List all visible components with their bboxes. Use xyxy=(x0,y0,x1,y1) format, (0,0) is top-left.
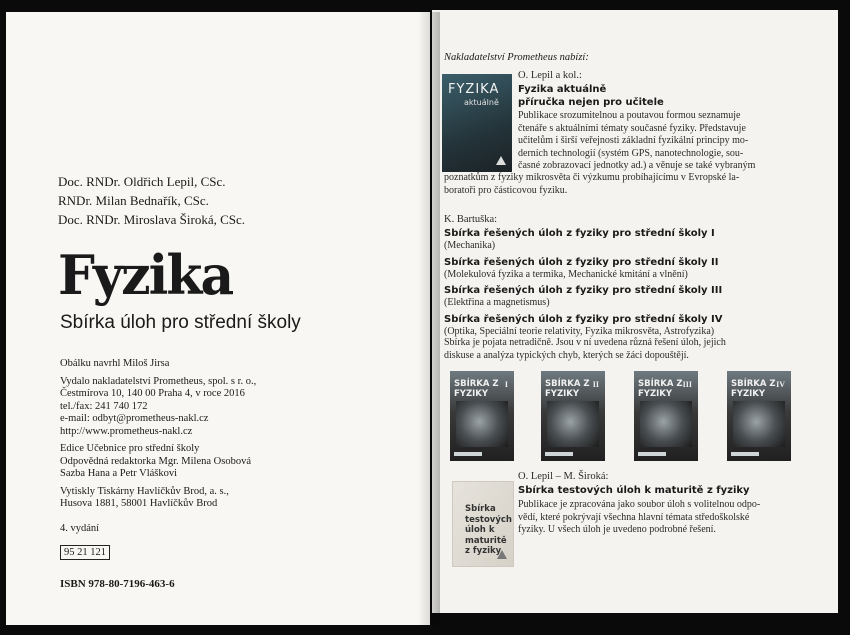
series-volume-subtitle: (Mechanika) xyxy=(444,240,496,251)
author: Doc. RNDr. Oldřich Lepil, CSc. xyxy=(58,174,226,189)
book1-description: Publikace srozumitelnou a poutavou formou seznamuje čtenáře s aktuálními tématy současné fyziky. Představuje učitelům i širší veřejnosti základní fyzikální principy mo- derních technologií (systém GPS, nanotechnologie, sou- časné zobrazovací jednotky ad.) a věnuje se také vybraným xyxy=(518,110,756,171)
book-gutter xyxy=(418,12,440,625)
book1-description-cont: poznatkům z fyziky mikrosvěta či výzkumu probíhajícímu v Evropské la- boratoři pro částicovou fyziku. xyxy=(444,172,740,196)
edition-number: 4. vydání xyxy=(60,522,100,534)
series-volume-title: Sbírka řešených úloh z fyziky pro střední školy IV xyxy=(444,313,723,325)
edition-line: Edice Učebnice pro střední školy xyxy=(60,443,200,454)
printer-line: Vytiskly Tiskárny Havlíčkův Brod, a. s., xyxy=(60,485,229,497)
book-cover-sbirka-3: SBÍRKA Z FYZIKY III xyxy=(634,371,698,461)
series-volume-subtitle: (Elektřina a magnetismus) xyxy=(444,297,550,308)
book-cover-sbirka-2: SBÍRKA Z FYZIKY II xyxy=(541,371,605,461)
book1-subtitle: příručka nejen pro učitele xyxy=(518,97,664,108)
edition-line: Sazba Hana a Petr Vláškovi xyxy=(60,468,178,479)
series-volume-subtitle: (Optika, Speciální teorie relativity, Fyzika mikrosvěta, Astrofyzika) xyxy=(444,325,715,337)
isbn: ISBN 978-80-7196-463-6 xyxy=(60,578,175,590)
series-volume-subtitle: (Molekulová fyzika a termika, Mechanické kmitání a vlnění) xyxy=(444,268,688,280)
book-subtitle: Sbírka úloh pro střední školy xyxy=(60,312,301,333)
publisher-logo-icon xyxy=(497,550,507,559)
book-cover-maturita: Sbírka testových úloh k maturitě z fyziky xyxy=(452,481,514,567)
publisher-line: http://www.prometheus-nakl.cz xyxy=(60,425,193,437)
book3-title: Sbírka testových úloh k maturitě z fyziky xyxy=(518,485,750,496)
book-title: Fyzika xyxy=(58,243,233,308)
author-list xyxy=(58,172,245,229)
publisher-logo-icon xyxy=(496,156,506,165)
publisher-line: Vydalo nakladatelství Prometheus, spol. s r. o., xyxy=(60,375,257,387)
edition-line: Odpovědná redaktorka Mgr. Milena Osobová xyxy=(60,455,251,467)
book-cover-sbirka-4: SBÍRKA Z FYZIKY IV xyxy=(727,371,791,461)
cover-designer: Obálku navrhl Miloš Jirsa xyxy=(60,358,170,369)
book1-author: O. Lepil a kol.: xyxy=(518,70,582,81)
author: RNDr. Milan Bednařík, CSc. xyxy=(58,193,209,208)
series-volume-list xyxy=(444,227,722,338)
book3-author: O. Lepil – M. Široká: xyxy=(518,471,609,482)
series-volume-title: Sbírka řešených úloh z fyziky pro střední školy I xyxy=(444,228,715,239)
publisher-line: tel./fax: 241 740 172 xyxy=(60,400,148,412)
author: Doc. RNDr. Miroslava Široká, CSc. xyxy=(58,212,246,227)
offer-heading: Nakladatelství Prometheus nabízí: xyxy=(444,52,589,63)
publisher-line: Čestmírova 10, 140 00 Praha 4, v roce 2016 xyxy=(60,388,245,399)
series-volume-title: Sbírka řešených úloh z fyziky pro střední školy II xyxy=(444,256,719,268)
book-cover-sbirka-1: SBÍRKA Z FYZIKY I xyxy=(450,371,514,461)
book3-description: Publikace je zpracována jako soubor úloh s volitelnou odpo- vědí, které pokrývají všechna hlavní témata středoškolské fyziky. U všech úloh je uvedeno podrobné řešení. xyxy=(518,499,761,535)
catalog-code: 95 21 121 xyxy=(60,545,110,560)
imprint xyxy=(60,358,256,560)
book1-title: Fyzika aktuálně xyxy=(518,84,607,95)
publisher-line: e-mail: odbyt@prometheus-nakl.cz xyxy=(60,413,209,424)
printer-line: Husova 1881, 58001 Havlíčkův Brod xyxy=(60,498,218,509)
book-cover-fyzika-aktualne: FYZIKA aktuálně xyxy=(442,74,512,172)
series-description: Sbírka je pojata netradičně. Jsou v ní uvedena různá řešení úloh, jejich diskuse a analýza typických chyb, kterých se žáci dopouštějí. xyxy=(444,337,726,361)
series-volume-title: Sbírka řešených úloh z fyziky pro střední školy III xyxy=(444,285,723,296)
series-author: K. Bartuška: xyxy=(444,214,498,225)
